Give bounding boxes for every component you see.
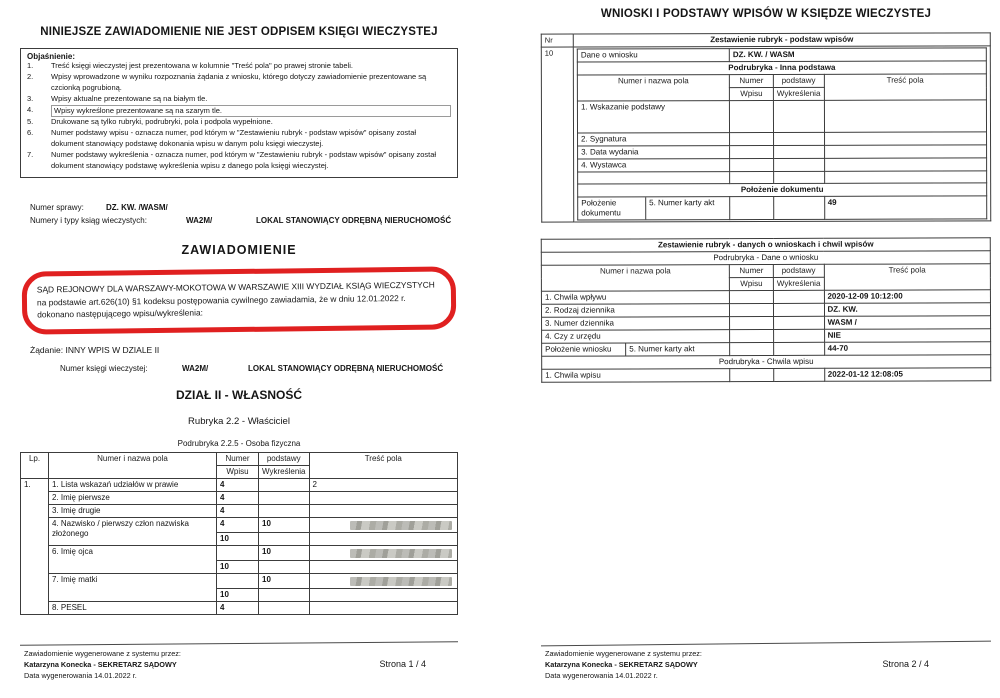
page-1 (20, 0, 458, 698)
wykr-cell (259, 589, 310, 602)
wpis-cell: 10 (217, 561, 259, 574)
subrubric-heading: Podrubryka 2.2.5 - Osoba fizyczna (177, 439, 301, 449)
col-numer: Numer (729, 264, 773, 277)
footer-generation-info (541, 649, 702, 682)
col-field-name: Numer i nazwa pola (577, 75, 729, 101)
notice-heading: ZAWIADOMIENIE (181, 243, 297, 258)
field-name-cell: 3. Data wydania (578, 146, 730, 159)
list-item (27, 72, 451, 94)
case-number-row (30, 202, 458, 215)
register-numbers-value: WA2M/ (186, 215, 213, 225)
table-row (21, 479, 458, 492)
field-name-cell: 1. Chwila wpisu (542, 369, 730, 383)
redacted-value (350, 577, 452, 586)
section-heading: DZIAŁ II - WŁASNOŚĆ (176, 388, 302, 403)
page1-footer (20, 643, 458, 682)
col-numer: Numer (217, 453, 259, 466)
footer-secretary: Katarzyna Konecka - SEKRETARZ SĄDOWY (545, 660, 698, 670)
list-item (27, 94, 451, 105)
tresc-cell (824, 132, 987, 145)
request-location-label: Położenie wniosku (542, 343, 626, 355)
wykr-cell (259, 602, 310, 615)
nr-value: 10 (541, 47, 573, 222)
item-text: Drukowane są tylko rubryki, podrubryki, pola i podpola wypełnione. (51, 117, 273, 127)
red-marker-circle (22, 267, 457, 335)
rubric-heading: Rubryka 2.2 - Właściciel (188, 416, 290, 428)
entry-bases-table (541, 32, 991, 222)
field-name-cell: 1. Wskazanie podstawy (577, 101, 729, 133)
col-wpisu: Wpisu (729, 87, 773, 100)
page-number: Strona 2 / 4 (882, 659, 929, 670)
wykr-cell: 10 (259, 574, 310, 589)
subrubric-band: Podrubryka - Inna podstawa (577, 61, 986, 75)
table-row (21, 518, 458, 533)
item-number: 4. (27, 104, 34, 114)
file-card-value: 49 (824, 196, 987, 219)
list-item (27, 61, 451, 72)
table-title-row (541, 33, 990, 47)
table-title: Zestawienie rubryk - podstaw wpisów (573, 33, 990, 47)
wpis-cell (730, 158, 774, 171)
request-row (20, 345, 458, 355)
register-row (20, 364, 458, 373)
page-number: Strona 1 / 4 (379, 659, 426, 670)
wpis-cell (730, 132, 774, 145)
field-name-cell: 3. Numer dziennika (542, 317, 730, 331)
wpis-cell (730, 316, 774, 329)
notice-text: SĄD REJONOWY DLA WARSZAWY-MOKOTOWA W WARSZAWIE XIII WYDZIAŁ KSIĄG WIECZYSTYCH na podstawie art.626(10) §1 kodeksu postępowania cywilnego zawiadamia, że w dniu 12.01.2022 r. dokonano następującego wpisu/wykreślenia: (36, 279, 435, 321)
dane-value-cell: DZ. KW. / WASM (729, 48, 986, 62)
dane-label-cell: Dane o wniosku (577, 49, 729, 62)
wykr-cell (774, 342, 825, 355)
field-name-cell: 2. Rodzaj dziennika (541, 304, 729, 318)
col-podstawy: podstawy (773, 264, 824, 277)
table-row (542, 368, 991, 383)
wpis-cell (730, 368, 774, 381)
request-value: INNY WPIS W DZIALE II (65, 345, 160, 356)
table-header-row (541, 264, 990, 279)
footer-divider (20, 641, 458, 645)
item-text: Wpisy wprowadzone w wyniku rozpoznania żądania z wniosku, którego dotyczy zawiadomienie prezentowane są czcionką pogrubioną. (51, 71, 427, 92)
col-tresc: Treść pola (824, 74, 987, 100)
item-number: 3. (27, 93, 34, 103)
tresc-cell (824, 145, 987, 158)
footer-date: Data wygenerowania 14.01.2022 r. (24, 671, 137, 681)
col-podstawy: podstawy (259, 453, 310, 466)
tresc-cell: 2020-12-09 10:12:00 (824, 290, 991, 304)
list-item (27, 117, 451, 128)
register-type: LOKAL STANOWIĄCY ODRĘBNĄ NIERUCHOMOŚĆ (256, 215, 452, 225)
entry-bases-inner-table (577, 47, 987, 220)
wykr-cell: 10 (259, 546, 310, 561)
explanation-box (20, 48, 458, 178)
field-name-cell: 2. Sygnatura (578, 133, 730, 146)
col-tresc: Treść pola (824, 264, 991, 291)
table-row (21, 505, 458, 518)
case-number-value: DZ. KW. /WASM/ (106, 202, 168, 212)
tresc-cell: 2 (309, 479, 458, 492)
col-wykreslenia: Wykreślenia (773, 277, 824, 290)
wykr-cell (259, 492, 310, 505)
table-row (577, 100, 986, 133)
tresc-cell (824, 158, 987, 171)
item-number: 5. (27, 117, 34, 127)
lp-cell: 1. (21, 479, 49, 615)
field-name-cell: 6. Imię ojca (49, 546, 217, 574)
tresc-cell (309, 518, 458, 533)
col-wpisu: Wpisu (217, 466, 259, 479)
wpis-cell: 10 (217, 589, 259, 602)
tresc-cell (309, 505, 458, 518)
field-name-cell: 4. Wystawca (578, 159, 730, 172)
request-label: Żądanie: (30, 345, 64, 356)
col-wykreslenia: Wykreślenia (773, 87, 824, 100)
subrubric-band-row (577, 61, 986, 75)
col-field-name: Numer i nazwa pola (541, 265, 729, 292)
wpis-cell: 4 (217, 492, 259, 505)
field-name-cell: 1. Chwila wpływu (541, 291, 729, 305)
item-number: 2. (27, 71, 34, 81)
wykr-cell: 10 (259, 518, 310, 533)
page-2 (541, 0, 991, 698)
tresc-cell: WASM / (824, 316, 991, 330)
tresc-cell (309, 533, 458, 546)
col-wpisu: Wpisu (729, 277, 773, 290)
wpis-cell (729, 290, 773, 303)
tresc-cell (309, 602, 458, 615)
wykr-cell (774, 132, 825, 145)
tresc-cell (309, 561, 458, 574)
footer-secretary: Katarzyna Konecka - SEKRETARZ SĄDOWY (24, 660, 177, 670)
wpis-cell (217, 574, 259, 589)
register-numbers-label: Numery i typy ksiąg wieczystych: (30, 215, 147, 225)
item-text: Wpisy wykreślone prezentowane są na szarym tle. (51, 105, 451, 118)
table-row (21, 546, 458, 561)
tresc-cell (309, 492, 458, 505)
owner-table (20, 452, 458, 615)
list-item (27, 105, 451, 118)
wpis-cell: 4 (217, 518, 259, 533)
tresc-cell (309, 546, 458, 561)
spacer-row (578, 171, 987, 184)
wpis-cell (729, 303, 773, 316)
footer-line: Zawiadomienie wygenerowane z systemu przez: (545, 649, 702, 659)
case-metadata (20, 202, 458, 228)
wpis-cell: 4 (217, 479, 259, 492)
wpis-cell: 4 (217, 602, 259, 615)
footer-divider (541, 641, 991, 647)
case-number-label: Numer sprawy: (30, 202, 84, 212)
field-name-cell: 3. Imię drugie (49, 505, 217, 518)
footer-date: Data wygenerowania 14.01.2022 r. (545, 671, 658, 681)
tresc-cell: NIE (824, 329, 991, 343)
wykr-cell (774, 196, 825, 219)
table-row (578, 158, 987, 172)
table-row (578, 132, 987, 146)
footer-generation-info (20, 649, 181, 682)
field-name-cell: 4. Nazwisko / pierwszy człon nazwiska złożonego (49, 518, 217, 546)
col-lp: Lp. (21, 453, 49, 479)
field-name-cell: 8. PESEL (49, 602, 217, 615)
col-tresc: Treść pola (309, 453, 458, 479)
tresc-cell: 2022-01-12 12:08:05 (824, 368, 991, 382)
explanation-list (27, 61, 451, 172)
wykr-cell (774, 329, 825, 342)
wpis-cell (730, 342, 774, 355)
wpis-cell: 10 (217, 533, 259, 546)
nr-header: Nr (541, 34, 573, 47)
register-label: Numer księgi wieczystej: (60, 364, 148, 374)
item-text: Wpisy aktualne prezentowane są na białym tle. (51, 93, 208, 103)
wpis-cell (730, 145, 774, 158)
wykr-cell (774, 158, 825, 171)
table-title: Zestawienie rubryk - danych o wnioskach i chwil wpisów (541, 238, 990, 253)
item-text: Numer podstawy wpisu - oznacza numer, pod którym w "Zestawieniu rubryk - podstaw wpisów" opisany został dokument stanowiący podstawę dokonania wpisu w danym polu księgi wieczystej. (51, 128, 417, 149)
tresc-cell (309, 574, 458, 589)
col-field-name: Numer i nazwa pola (49, 453, 217, 479)
register-value: WA2M/ (182, 364, 209, 374)
table-body-row (541, 46, 990, 222)
file-card-label: 5. Numer karty akt (649, 198, 715, 208)
list-item (27, 128, 451, 150)
location-label: Położenie dokumentu (578, 197, 646, 219)
tresc-cell (309, 589, 458, 602)
table-header-row (577, 74, 986, 88)
wpis-cell (730, 196, 774, 219)
page2-footer (541, 643, 991, 682)
field-name-cell: 2. Imię pierwsze (49, 492, 217, 505)
col-wykreslenia: Wykreślenia (259, 466, 310, 479)
wykr-cell (259, 505, 310, 518)
wpis-cell (729, 100, 773, 132)
document-location-band-row (578, 183, 987, 197)
wykr-cell (259, 479, 310, 492)
item-text: Numer podstawy wykreślenia - oznacza numer, pod którym w "Zestawieniu rubryk - podstaw wpisów" opisany został dokument stanowiący podstawę wykreślenia wpisu z danego pola księgi wieczystej. (51, 150, 437, 170)
wykr-cell (774, 368, 825, 381)
page2-title: WNIOSKI I PODSTAWY WPISÓW W KSIĘDZE WIECZYSTEJ (600, 8, 932, 20)
col-podstawy: podstawy (773, 74, 824, 87)
item-number: 1. (27, 61, 34, 70)
field-name-cell: 4. Czy z urzędu (542, 330, 730, 344)
wpis-cell (730, 329, 774, 342)
redacted-value (350, 549, 452, 558)
page1-title: NINIEJSZE ZAWIADOMIENIE NIE JEST ODPISEM KSIĘGI WIECZYSTEJ (40, 26, 438, 38)
table-row (578, 145, 987, 159)
table-header-row (21, 453, 458, 466)
item-text: Treść księgi wieczystej jest prezentowana w kolumnie "Treść pola" po prawej stronie tabeli. (51, 61, 353, 70)
table-row (21, 492, 458, 505)
wykr-cell (774, 145, 825, 158)
wykr-cell (773, 290, 824, 303)
col-numer: Numer (729, 74, 773, 87)
list-item (27, 150, 451, 172)
wykr-cell (773, 303, 824, 316)
item-number: 7. (27, 150, 34, 159)
field-name-cell: 7. Imię matki (49, 574, 217, 602)
field-name-cell: 1. Lista wskazań udziałów w prawie (49, 479, 217, 492)
table-row (577, 48, 986, 62)
wpis-cell: 4 (217, 505, 259, 518)
wykr-cell (774, 316, 825, 329)
request-data-table (541, 237, 991, 383)
subrubric-band: Podrubryka - Chwila wpisu (542, 355, 991, 370)
redacted-value (350, 521, 452, 530)
wykr-cell (259, 561, 310, 574)
file-card-value: 44-70 (824, 342, 991, 356)
register-type: LOKAL STANOWIĄCY ODRĘBNĄ NIERUCHOMOŚĆ (248, 364, 444, 374)
table-row (21, 574, 458, 589)
explanation-heading: Objaśnienie: (27, 52, 76, 61)
register-numbers-row (30, 215, 458, 228)
footer-line: Zawiadomienie wygenerowane z systemu przez: (24, 649, 181, 659)
table-row (578, 196, 987, 220)
item-number: 6. (27, 128, 34, 138)
wykr-cell (773, 100, 824, 132)
tresc-cell: DZ. KW. (824, 303, 991, 317)
table-row (21, 602, 458, 615)
subrubric-band: Podrubryka - Dane o wniosku (541, 251, 990, 266)
document-location-band: Położenie dokumentu (578, 183, 987, 197)
tresc-cell (824, 100, 987, 132)
wykr-cell (259, 533, 310, 546)
wpis-cell (217, 546, 259, 561)
file-card-label: 5. Numer karty akt (629, 344, 695, 354)
